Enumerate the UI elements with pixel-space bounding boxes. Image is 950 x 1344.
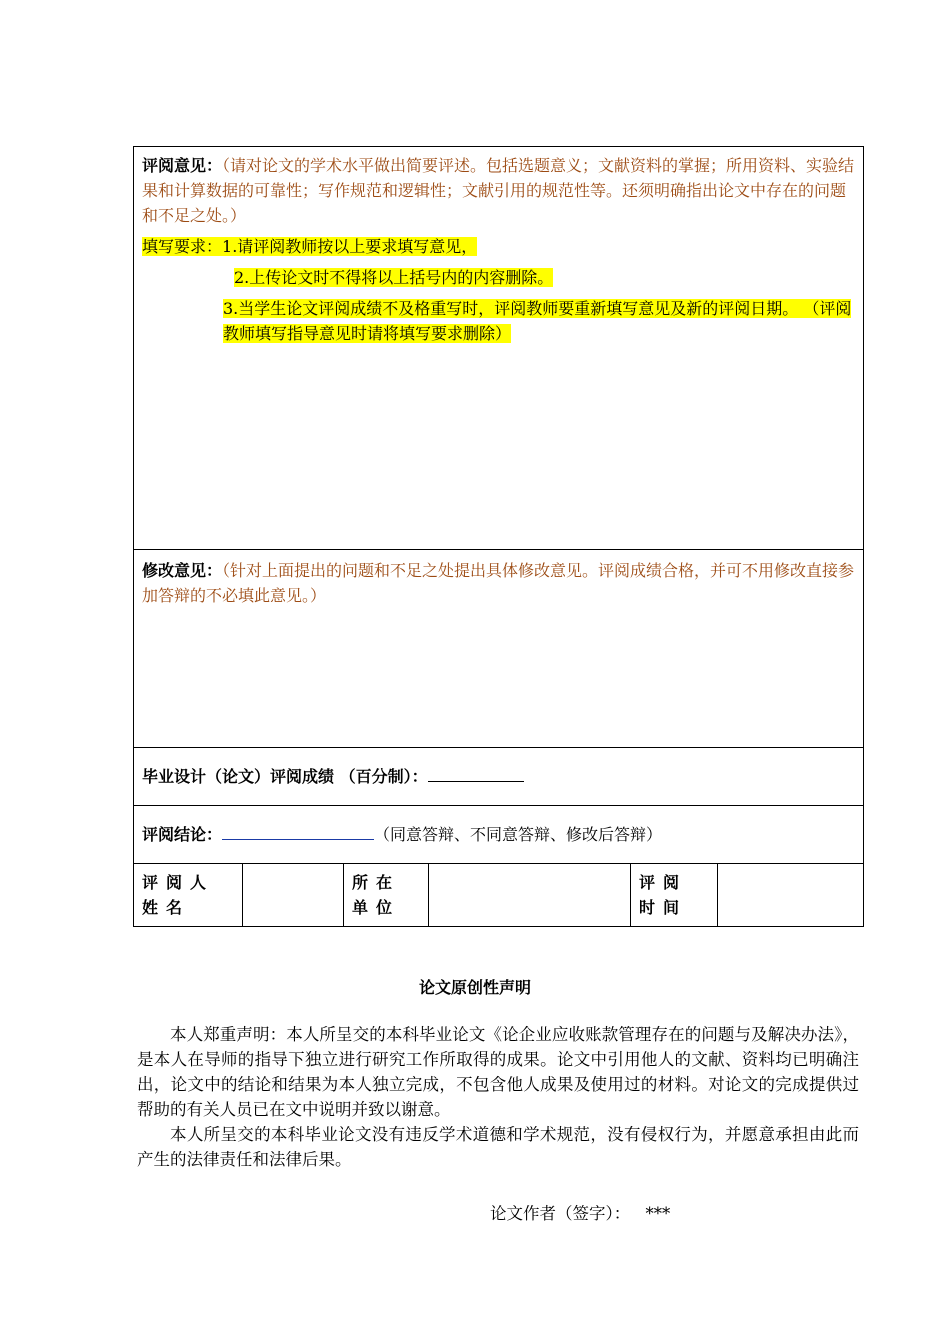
reviewer-name-label-cell [134,864,243,927]
revision-instruction: （针对上面提出的问题和不足之处提出具体修改意见。评阅成绩合格，并可不用修改直接参加答辩的不必填此意见。） [142,561,855,605]
author-value: *** [645,1204,671,1223]
requirements-label: 填写要求： [142,237,223,256]
conclusion-cell[interactable] [134,806,864,864]
revision-row [134,550,864,748]
time-value[interactable] [718,864,864,927]
declaration-paragraph-1: 本人郑重声明：本人所呈交的本科毕业论文《论企业应收账款管理存在的问题与及解决办法》，是本人在导师的指导下独立进行研究工作所取得的成果。论文中引用他人的文献、资料均已明确注出，论文中的结论和结果为本人独立完成，不包含他人成果及使用过的材料。对论文的完成提供过帮助的有关人员已在文中说明并致以谢意。 [137,1025,859,1119]
declaration-body [137,1022,859,1172]
revision-label: 修改意见： [142,561,223,580]
comments-label: 评阅意见： [142,156,223,175]
conclusion-blank[interactable] [222,823,374,840]
unit-label-cell [344,864,429,927]
revision-cell[interactable] [134,550,864,748]
author-signature [490,1200,670,1224]
declaration-title: 论文原创性声明 [418,978,531,997]
unit-label: 所在单位 [352,873,401,917]
conclusion-label: 评阅结论： [142,825,223,844]
score-cell[interactable] [134,748,864,806]
author-label: 论文作者（签字）： [490,1204,631,1223]
conclusion-row [134,806,864,864]
reviewer-name-label: 评阅人姓名 [142,873,215,917]
score-blank[interactable] [428,765,524,782]
requirement-2: 2.上传论文时不得将以上括号内的内容删除。 [234,268,554,287]
reviewer-name-value[interactable] [243,864,344,927]
comments-instruction: （请对论文的学术水平做出简要评述。包括选题意义；文献资料的掌握；所用资料、实验结果和计算数据的可靠性；写作规范和逻辑性；文献引用的规范性等。还须明确指出论文中存在的问题和不足之处。） [142,156,855,225]
review-form-table [133,146,864,927]
unit-value[interactable] [429,864,631,927]
requirements-block [142,234,855,346]
comments-cell[interactable] [134,147,864,550]
conclusion-options: （同意答辩、不同意答辩、修改后答辩） [374,825,663,844]
comments-row [134,147,864,550]
score-label: 毕业设计（论文）评阅成绩 （百分制）： [142,767,428,786]
requirement-1: 1.请评阅教师按以上要求填写意见， [222,237,478,256]
time-label-cell [631,864,718,927]
time-label: 评阅时间 [639,873,688,917]
score-row [134,748,864,806]
declaration-paragraph-2: 本人所呈交的本科毕业论文没有违反学术道德和学术规范，没有侵权行为，并愿意承担由此而产生的法律责任和法律后果。 [137,1125,859,1169]
requirement-3: 3.当学生论文评阅成绩不及格重写时，评阅教师要重新填写意见及新的评阅日期。 （评阅教师填写指导意见时请将填写要求删除） [223,299,852,343]
signature-row [134,864,864,927]
